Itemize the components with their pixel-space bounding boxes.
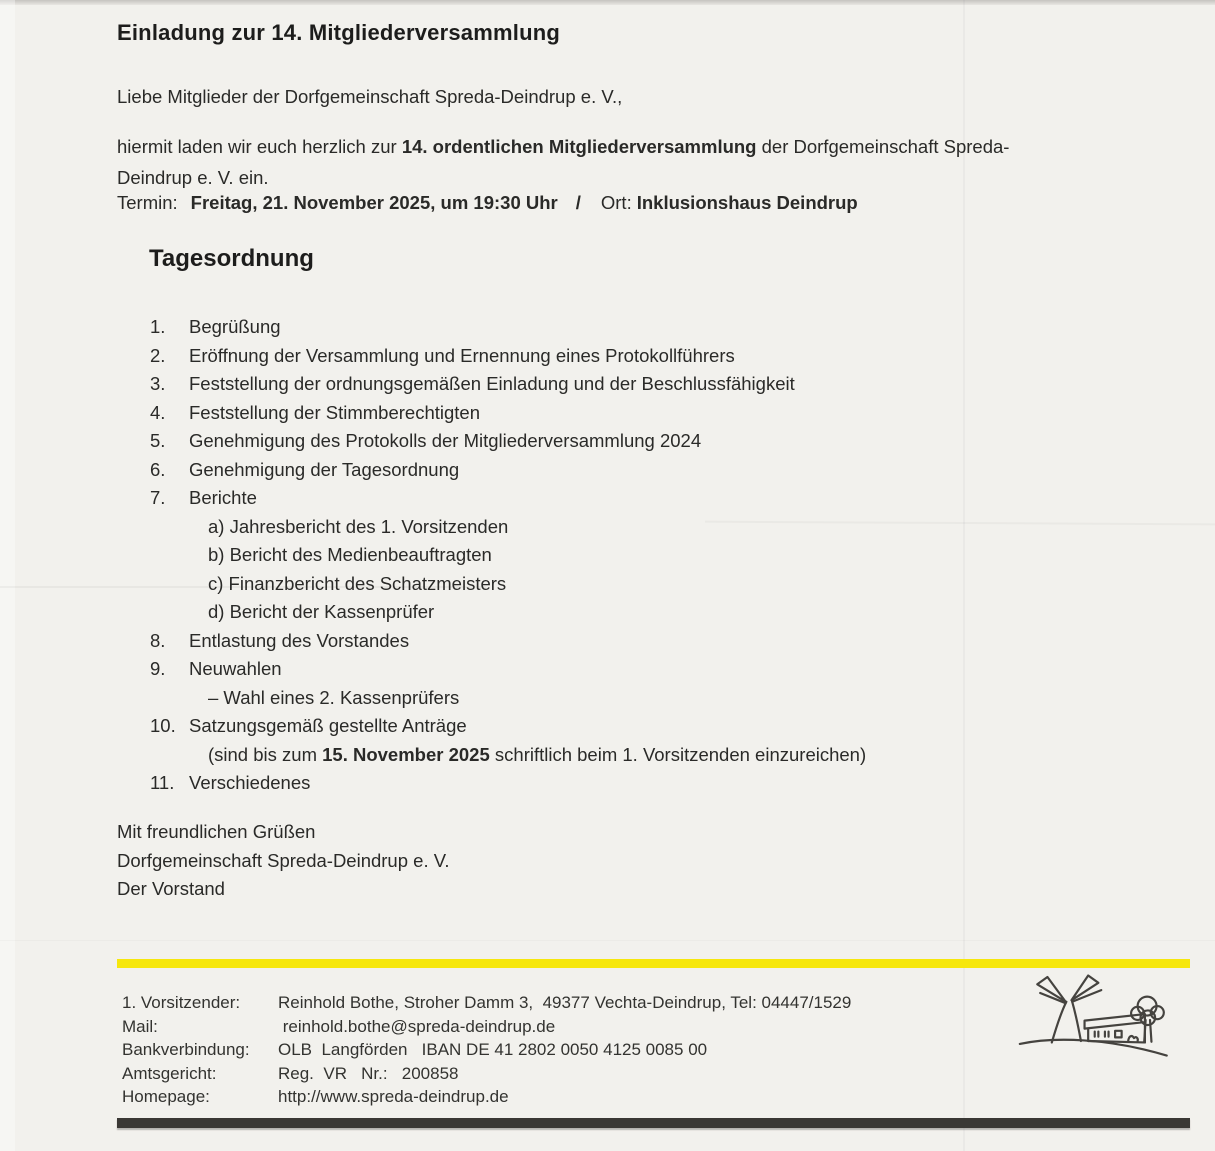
agenda-item-text: Neuwahlen — [189, 658, 282, 679]
footer-value-email: reinhold.bothe@spreda-deindrup.de — [278, 1016, 556, 1036]
agenda-item-number: 9. — [150, 658, 166, 679]
footer-row-amtsgericht — [122, 1062, 851, 1086]
agenda-item-5 — [150, 427, 1050, 456]
agenda-item-3 — [150, 370, 1050, 399]
footer-row-homepage — [122, 1085, 851, 1109]
closing-signer: Der Vorstand — [117, 878, 225, 899]
agenda-subitem-text: – Wahl eines 2. Kassenprüfers — [208, 686, 460, 708]
agenda-item-number: 11. — [150, 772, 175, 793]
agenda-subitem-text: a) Jahresbericht des 1. Vorsitzenden — [208, 515, 509, 537]
agenda-subitem-7d — [150, 598, 1050, 627]
agenda-item-number: 7. — [150, 487, 166, 508]
agenda-subitem-text: c) Finanzbericht des Schatzmeisters — [208, 572, 507, 594]
agenda-subitem-text: b) Bericht des Medienbeauftragten — [208, 544, 492, 565]
agenda-item-10 — [150, 712, 1050, 741]
agenda-item-6 — [150, 456, 1050, 485]
scan-crease-horizontal-3 — [0, 940, 1215, 941]
agenda-subitem-text: d) Bericht der Kassenprüfer — [208, 601, 435, 622]
agenda-item-11 — [150, 769, 1050, 798]
footer-contact-block — [122, 991, 851, 1109]
intro-line-2: Deindrup e. V. ein. — [117, 167, 269, 188]
note-deadline: 15. November 2025 — [322, 743, 490, 765]
tree-icon — [1131, 997, 1164, 1043]
agenda-subitem-7a — [150, 513, 1050, 542]
intro-text: hiermit laden wir euch herzlich zur — [117, 136, 402, 157]
agenda-item-9 — [150, 655, 1050, 684]
footer-row-vorsitzender — [122, 991, 851, 1015]
footer-row-bank — [122, 1038, 851, 1062]
salutation: Liebe Mitglieder der Dorfgemeinschaft Spreda-Deindrup e. V., — [117, 86, 623, 107]
agenda-heading: Tagesordnung — [149, 245, 314, 272]
agenda-item-number: 8. — [150, 629, 166, 651]
agenda-item-1 — [150, 313, 1050, 342]
agenda-item-text: Verschiedenes — [189, 772, 311, 793]
letter-title: Einladung zur 14. Mitgliederversammlung — [117, 20, 560, 45]
meeting-schedule-line — [117, 192, 858, 214]
club-logo-sketch — [1014, 974, 1174, 1060]
house-icon — [1085, 1014, 1145, 1042]
agenda-item-8 — [150, 627, 1050, 656]
footer-row-mail — [122, 1015, 851, 1039]
agenda-subitem-7b — [150, 541, 1050, 570]
agenda-subitem-7c — [150, 570, 1050, 599]
footer-value-iban: OLB Langförden IBAN DE 41 2802 0050 4125 0085 00 — [278, 1040, 708, 1059]
black-divider-bar — [117, 1118, 1190, 1128]
closing-salute: Mit freundlichen Grüßen — [117, 821, 316, 842]
agenda-item-10-note — [150, 741, 1050, 770]
footer-value-url: http://www.spreda-deindrup.de — [278, 1087, 509, 1106]
agenda-item-4 — [150, 399, 1050, 428]
intro-paragraph — [117, 131, 1009, 193]
agenda-subitem-9 — [150, 684, 1050, 713]
schedule-separator: / — [575, 192, 581, 213]
footer-value: Reinhold Bothe, Stroher Damm 3, 49377 Vechta-Deindrup, Tel: 04447/1529 — [278, 993, 852, 1012]
agenda-item-text: Begrüßung — [189, 316, 281, 337]
footer-value-register: Reg. VR Nr.: 200858 — [278, 1063, 459, 1083]
agenda-list — [150, 313, 1050, 798]
agenda-item-number: 3. — [150, 373, 166, 394]
footer-label: 1. Vorsitzender: — [122, 993, 241, 1012]
agenda-item-number: 10. — [150, 715, 176, 736]
agenda-item-text: Genehmigung der Tagesordnung — [189, 458, 460, 480]
agenda-item-text: Feststellung der ordnungsgemäßen Einladung und der Beschlussfähigkeit — [189, 373, 795, 394]
agenda-item-text: Eröffnung der Versammlung und Ernennung eines Protokollführers — [189, 344, 735, 366]
closing-block — [117, 818, 450, 904]
windmill-icon — [1037, 976, 1101, 1043]
agenda-item-number: 2. — [150, 344, 166, 366]
agenda-item-number: 4. — [150, 401, 166, 423]
agenda-note-text — [208, 741, 866, 770]
ort-label: Ort: — [600, 192, 632, 213]
agenda-item-text: Berichte — [189, 487, 257, 508]
footer-label: Bankverbindung: — [122, 1040, 250, 1059]
note-pre: (sind bis zum — [208, 743, 323, 765]
agenda-item-text: Entlastung des Vorstandes — [189, 629, 410, 651]
agenda-item-number: 6. — [150, 458, 166, 480]
footer-label: Amtsgericht: — [122, 1063, 217, 1083]
termin-value: Freitag, 21. November 2025, um 19:30 Uhr — [190, 192, 558, 213]
ort-value: Inklusionshaus Deindrup — [636, 192, 858, 213]
note-post: schriftlich beim 1. Vorsitzenden einzureichen) — [489, 743, 867, 765]
agenda-item-text: Genehmigung des Protokolls der Mitgliederversammlung 2024 — [189, 430, 702, 451]
agenda-item-number: 1. — [150, 316, 166, 337]
yellow-divider-bar — [117, 959, 1190, 968]
scan-edge-top — [0, 0, 1215, 5]
agenda-item-text: Satzungsgemäß gestellte Anträge — [189, 715, 467, 736]
agenda-item-number: 5. — [150, 430, 166, 451]
termin-label: Termin: — [117, 192, 178, 213]
intro-bold-text: 14. ordentlichen Mitgliederversammlung — [401, 136, 757, 157]
windmill-house-tree-icon — [1014, 974, 1174, 1060]
agenda-item-7 — [150, 484, 1050, 513]
scan-left-strip — [0, 0, 15, 1151]
closing-org: Dorfgemeinschaft Spreda-Deindrup e. V. — [117, 849, 450, 871]
agenda-item-text: Feststellung der Stimmberechtigten — [189, 401, 480, 423]
intro-text: der Dorfgemeinschaft Spreda- — [756, 136, 1010, 157]
footer-label: Homepage: — [122, 1087, 210, 1106]
intro-line-1 — [117, 131, 1009, 162]
agenda-item-2 — [150, 342, 1050, 371]
footer-label: Mail: — [122, 1016, 158, 1036]
